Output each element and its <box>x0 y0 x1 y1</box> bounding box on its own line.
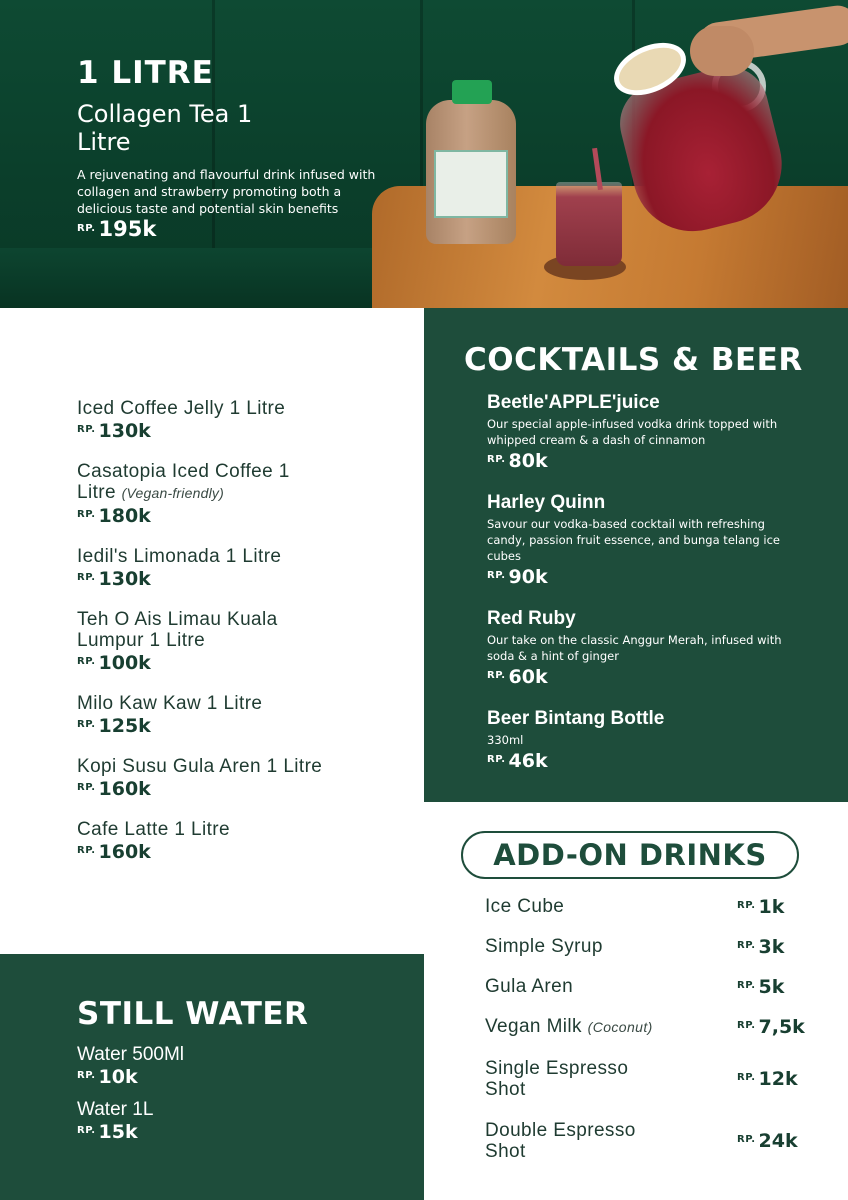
currency-label: RP. <box>77 719 96 730</box>
hero-text <box>77 56 377 240</box>
menu-item-price <box>77 1068 184 1087</box>
addon-item-note: (Coconut) <box>587 1019 653 1035</box>
menu-item-name: Iedil's Limonada 1 Litre <box>77 546 282 567</box>
menu-item-name: Milo Kaw Kaw 1 Litre <box>77 693 263 714</box>
hero-item-name: Collagen Tea 1 Litre <box>77 100 253 156</box>
currency-label: RP. <box>77 1125 96 1136</box>
price-amount: 80k <box>508 450 548 472</box>
addon-item <box>485 1058 815 1120</box>
bottle-label-image <box>434 150 508 218</box>
menu-item-name <box>77 461 317 504</box>
menu-item-name: Water 500Ml <box>77 1044 184 1065</box>
currency-label: RP. <box>737 1072 756 1083</box>
currency-label: RP. <box>77 223 96 234</box>
menu-item-price <box>487 452 807 471</box>
addon-item-name <box>485 1016 737 1038</box>
menu-item-note: (Vegan-friendly) <box>121 485 224 501</box>
currency-label: RP. <box>737 980 756 991</box>
menu-item-price <box>77 717 407 736</box>
menu-item-name-text: Casatopia Iced Coffee 1 Litre <box>77 461 290 503</box>
menu-item-price <box>77 654 407 673</box>
price-amount: 160k <box>98 778 151 800</box>
hero-item-price <box>77 219 377 240</box>
sofa-cushion <box>0 248 400 308</box>
currency-label: RP. <box>737 940 756 951</box>
currency-label: RP. <box>487 670 506 681</box>
menu-item <box>77 693 407 736</box>
menu-item <box>487 392 807 471</box>
currency-label: RP. <box>77 656 96 667</box>
hand-image <box>690 26 754 76</box>
addon-section-title <box>461 831 799 879</box>
menu-item-name: Beetle'APPLE'juice <box>487 392 660 413</box>
price-amount: 100k <box>98 652 151 674</box>
addon-item-name: Double Espresso Shot <box>485 1120 636 1162</box>
menu-item-description: Our special apple-infused vodka drink topped with whipped cream & a dash of cinnamon <box>487 417 778 447</box>
menu-item <box>77 1044 184 1087</box>
price-amount: 10k <box>98 1066 138 1088</box>
currency-label: RP. <box>77 782 96 793</box>
price-amount: 130k <box>98 420 151 442</box>
currency-label: RP. <box>77 845 96 856</box>
section-title: STILL WATER <box>77 996 309 1032</box>
addon-item-price <box>737 1070 798 1089</box>
currency-label: RP. <box>487 454 506 465</box>
menu-item <box>77 1099 184 1142</box>
price-amount: 12k <box>758 1068 798 1090</box>
tea-glass-image <box>556 182 622 266</box>
hero-item-description: A rejuvenating and flavourful drink infused with collagen and strawberry promoting both a delicious taste and potential skin benefits <box>77 167 376 216</box>
menu-item-description: Our take on the classic Anggur Merah, infused with soda & a hint of ginger <box>487 633 782 663</box>
addon-item-price <box>737 1018 805 1037</box>
menu-item <box>77 819 407 862</box>
menu-item-description: 330ml <box>487 733 524 747</box>
menu-item-price <box>77 1123 184 1142</box>
currency-label: RP. <box>77 509 96 520</box>
addon-item-price <box>737 1132 798 1151</box>
price-amount: 160k <box>98 841 151 863</box>
menu-item-price <box>77 507 407 526</box>
currency-label: RP. <box>737 900 756 911</box>
menu-item <box>487 492 807 587</box>
menu-item-name: Beer Bintang Bottle <box>487 708 665 729</box>
menu-item-price <box>487 568 807 587</box>
addon-item-price <box>737 978 784 997</box>
addon-item-name: Gula Aren <box>485 976 574 997</box>
menu-item <box>77 756 407 799</box>
menu-item <box>77 609 407 673</box>
currency-label: RP. <box>737 1134 756 1145</box>
section-title-text: ADD-ON DRINKS <box>493 838 767 872</box>
addon-drinks-list <box>485 896 815 1182</box>
menu-item <box>77 546 407 589</box>
price-amount: 195k <box>98 217 157 241</box>
menu-item-price <box>77 570 407 589</box>
addon-item-price <box>737 938 784 957</box>
price-amount: 1k <box>758 896 785 918</box>
addon-item <box>485 1120 815 1182</box>
menu-item-name: Water 1L <box>77 1099 154 1120</box>
menu-item <box>77 398 407 441</box>
menu-item-name: Kopi Susu Gula Aren 1 Litre <box>77 756 323 777</box>
menu-item-description: Savour our vodka-based cocktail with refreshing candy, passion fruit essence, and bunga telang ice cubes <box>487 517 780 563</box>
price-amount: 46k <box>508 750 548 772</box>
price-amount: 60k <box>508 666 548 688</box>
price-amount: 125k <box>98 715 151 737</box>
price-amount: 180k <box>98 505 151 527</box>
addon-item-name: Single Espresso Shot <box>485 1058 629 1100</box>
currency-label: RP. <box>77 1070 96 1081</box>
menu-item <box>487 708 807 771</box>
currency-label: RP. <box>737 1020 756 1031</box>
menu-item-name: Iced Coffee Jelly 1 Litre <box>77 398 286 419</box>
currency-label: RP. <box>487 570 506 581</box>
addon-item <box>485 896 815 936</box>
price-amount: 15k <box>98 1121 138 1143</box>
menu-item-name: Harley Quinn <box>487 492 606 513</box>
menu-item-name: Teh O Ais Limau Kuala Lumpur 1 Litre <box>77 609 278 651</box>
menu-item-price <box>77 422 407 441</box>
cocktails-list <box>487 392 807 792</box>
still-water-panel <box>0 954 424 1200</box>
hero-banner <box>0 0 848 308</box>
currency-label: RP. <box>487 754 506 765</box>
price-amount: 5k <box>758 976 785 998</box>
price-amount: 7,5k <box>758 1016 805 1038</box>
menu-item-name: Cafe Latte 1 Litre <box>77 819 230 840</box>
bottle-cap-image <box>452 80 492 104</box>
menu-item <box>77 461 407 526</box>
addon-item-name: Simple Syrup <box>485 936 603 957</box>
price-amount: 130k <box>98 568 151 590</box>
price-amount: 24k <box>758 1130 798 1152</box>
menu-item-price <box>487 668 807 687</box>
addon-item-name: Ice Cube <box>485 896 565 917</box>
menu-item-price <box>487 752 807 771</box>
addon-item <box>485 1016 815 1058</box>
section-title: COCKTAILS & BEER <box>464 342 803 378</box>
hero-category-title: 1 LITRE <box>77 55 214 91</box>
menu-item-price <box>77 843 407 862</box>
currency-label: RP. <box>77 424 96 435</box>
price-amount: 90k <box>508 566 548 588</box>
menu-item-price <box>77 780 407 799</box>
addon-item <box>485 976 815 1016</box>
price-amount: 3k <box>758 936 785 958</box>
currency-label: RP. <box>77 572 96 583</box>
addon-item-name-text: Vegan Milk <box>485 1016 582 1037</box>
cocktails-beer-panel <box>424 308 848 802</box>
litre-drinks-list <box>77 398 407 882</box>
addon-item-price <box>737 898 784 917</box>
menu-item-name: Red Ruby <box>487 608 576 629</box>
still-water-list <box>77 1044 184 1154</box>
addon-item <box>485 936 815 976</box>
menu-item <box>487 608 807 687</box>
